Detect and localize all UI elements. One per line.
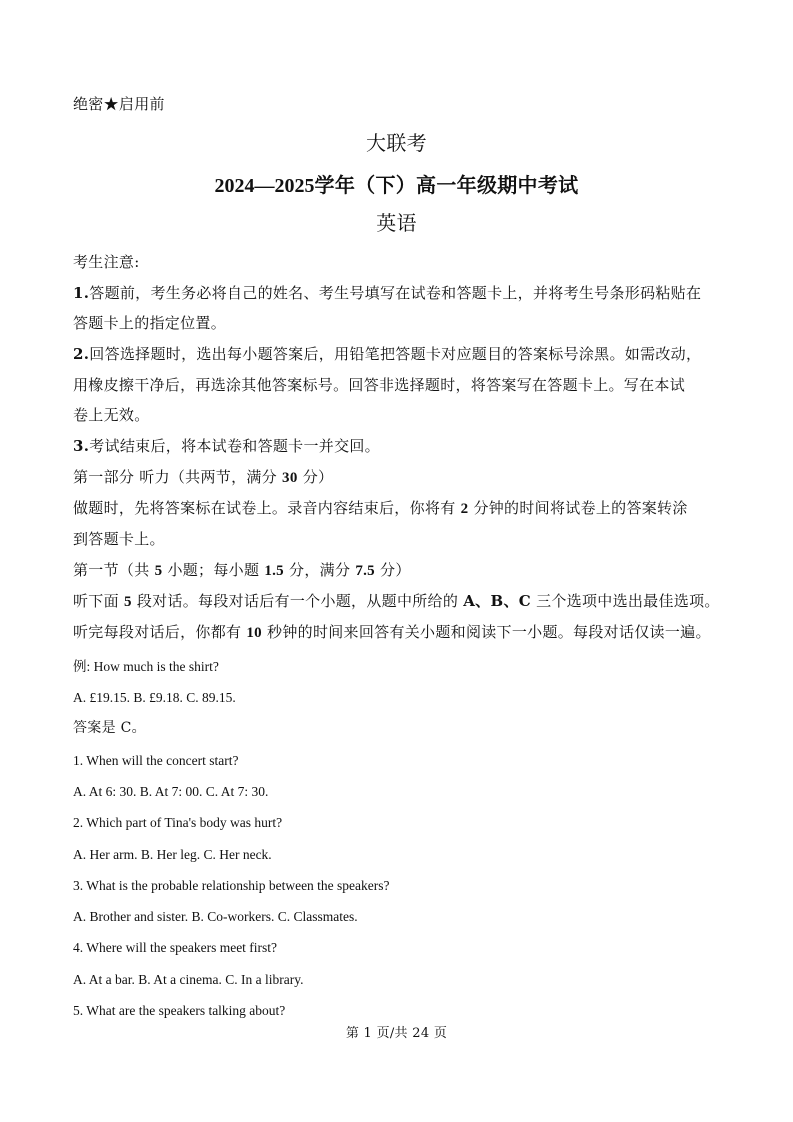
- notice-item-1: [73, 286, 701, 301]
- exam-year: 2024—2025: [214, 175, 315, 197]
- question-3: 3. What is the probable relationship between the speakers?: [73, 878, 390, 893]
- part1-instruction-text: 做题时，先将答案标在试卷上。录音内容结束后，你将有: [73, 499, 461, 517]
- notice-item-1-cont: 答题卡上的指定位置。: [73, 314, 227, 332]
- direction-1-count: 5: [123, 594, 132, 610]
- notice-item-2: [73, 347, 701, 362]
- direction-2-text-a: 听完每段对话后，你都有: [73, 623, 247, 641]
- section1-heading: [73, 563, 411, 579]
- part1-instruction-minutes: 2: [460, 501, 469, 517]
- direction-1-options: A、B、C: [463, 592, 531, 610]
- example-options: A. £19.15. B. £9.18. C. 89.15.: [73, 690, 236, 705]
- question-3-options: A. Brother and sister. B. Co-workers. C. Classmates.: [73, 909, 358, 924]
- notice-item-2-number: 2.: [73, 345, 90, 363]
- part1-score: 30: [282, 470, 298, 486]
- notice-item-3-number: 3.: [73, 437, 90, 455]
- question-2: 2. Which part of Tina's body was hurt?: [73, 815, 283, 830]
- direction-2-text-b: 秒钟的时间来回答有关小题和阅读下一小题。每段对话仅读一遍。: [261, 623, 711, 641]
- notice-item-1-number: 1.: [73, 284, 90, 302]
- direction-1-text-a: 听下面: [73, 592, 124, 610]
- notice-item-3: [73, 439, 380, 454]
- exam-title: [0, 175, 793, 196]
- question-4-options: A. At a bar. B. At a cinema. C. In a library.: [73, 972, 304, 987]
- section1-direction-1: [73, 594, 720, 610]
- part1-instruction: [73, 501, 688, 517]
- section1-text-b: 小题；每小题: [162, 561, 265, 579]
- exam-name: 大联考: [366, 131, 427, 155]
- question-1: 1. When will the concert start?: [73, 753, 239, 768]
- section1-text-a: 第一节（共: [73, 561, 155, 579]
- notice-item-3-text: 考试结束后，将本试卷和答题卡一并交回。: [89, 437, 380, 455]
- confidential-label: 绝密★启用前: [73, 95, 165, 113]
- direction-1-text-c: 三个选项中选出最佳选项。: [531, 592, 720, 610]
- example-question: 例: How much is the shirt?: [73, 659, 219, 674]
- notice-item-1-text: 答题前，考生务必将自己的姓名、考生号填写在试卷和答题卡上，并将考生号条形码粘贴在: [89, 284, 702, 302]
- question-5: 5. What are the speakers talking about?: [73, 1003, 286, 1018]
- notice-item-2-cont2: 卷上无效。: [73, 406, 150, 424]
- part1-instruction-cont: 到答题卡上。: [73, 530, 165, 548]
- question-2-options: A. Her arm. B. Her leg. C. Her neck.: [73, 847, 272, 862]
- section1-direction-2: [73, 625, 711, 641]
- page-number: 第 1 页/共 24 页: [345, 1026, 448, 1041]
- question-4: 4. Where will the speakers meet first?: [73, 940, 278, 955]
- section1-text-d: 分）: [374, 561, 411, 579]
- direction-2-seconds: 10: [246, 625, 262, 641]
- notice-item-2-cont: 用橡皮擦干净后，再选涂其他答案标号。回答非选择题时，将答案写在答题卡上。写在本试: [73, 376, 686, 394]
- part1-heading: [73, 470, 333, 486]
- section1-total-score: 7.5: [355, 563, 375, 579]
- direction-1-text-b: 段对话。每段对话后有一个小题，从题中所给的: [131, 592, 464, 610]
- section1-count: 5: [154, 563, 163, 579]
- notice-item-2-text: 回答选择题时，选出每小题答案后，用铅笔把答题卡对应题目的答案标号涂黑。如需改动，: [89, 345, 702, 363]
- notice-heading: 考生注意:: [73, 253, 140, 271]
- part1-instruction-end: 分钟的时间将试卷上的答案转涂: [468, 499, 688, 517]
- part1-heading-end: 分）: [297, 468, 334, 486]
- example-answer: 答案是 C。: [73, 720, 146, 736]
- part1-heading-text: 第一部分 听力（共两节，满分: [73, 468, 283, 486]
- subject-title: 英语: [376, 211, 417, 235]
- section1-each-score: 1.5: [264, 563, 284, 579]
- section1-text-c: 分，满分: [283, 561, 356, 579]
- question-1-options: A. At 6: 30. B. At 7: 00. C. At 7: 30.: [73, 784, 269, 799]
- exam-title-rest: 学年（下）高一年级期中考试: [314, 173, 579, 197]
